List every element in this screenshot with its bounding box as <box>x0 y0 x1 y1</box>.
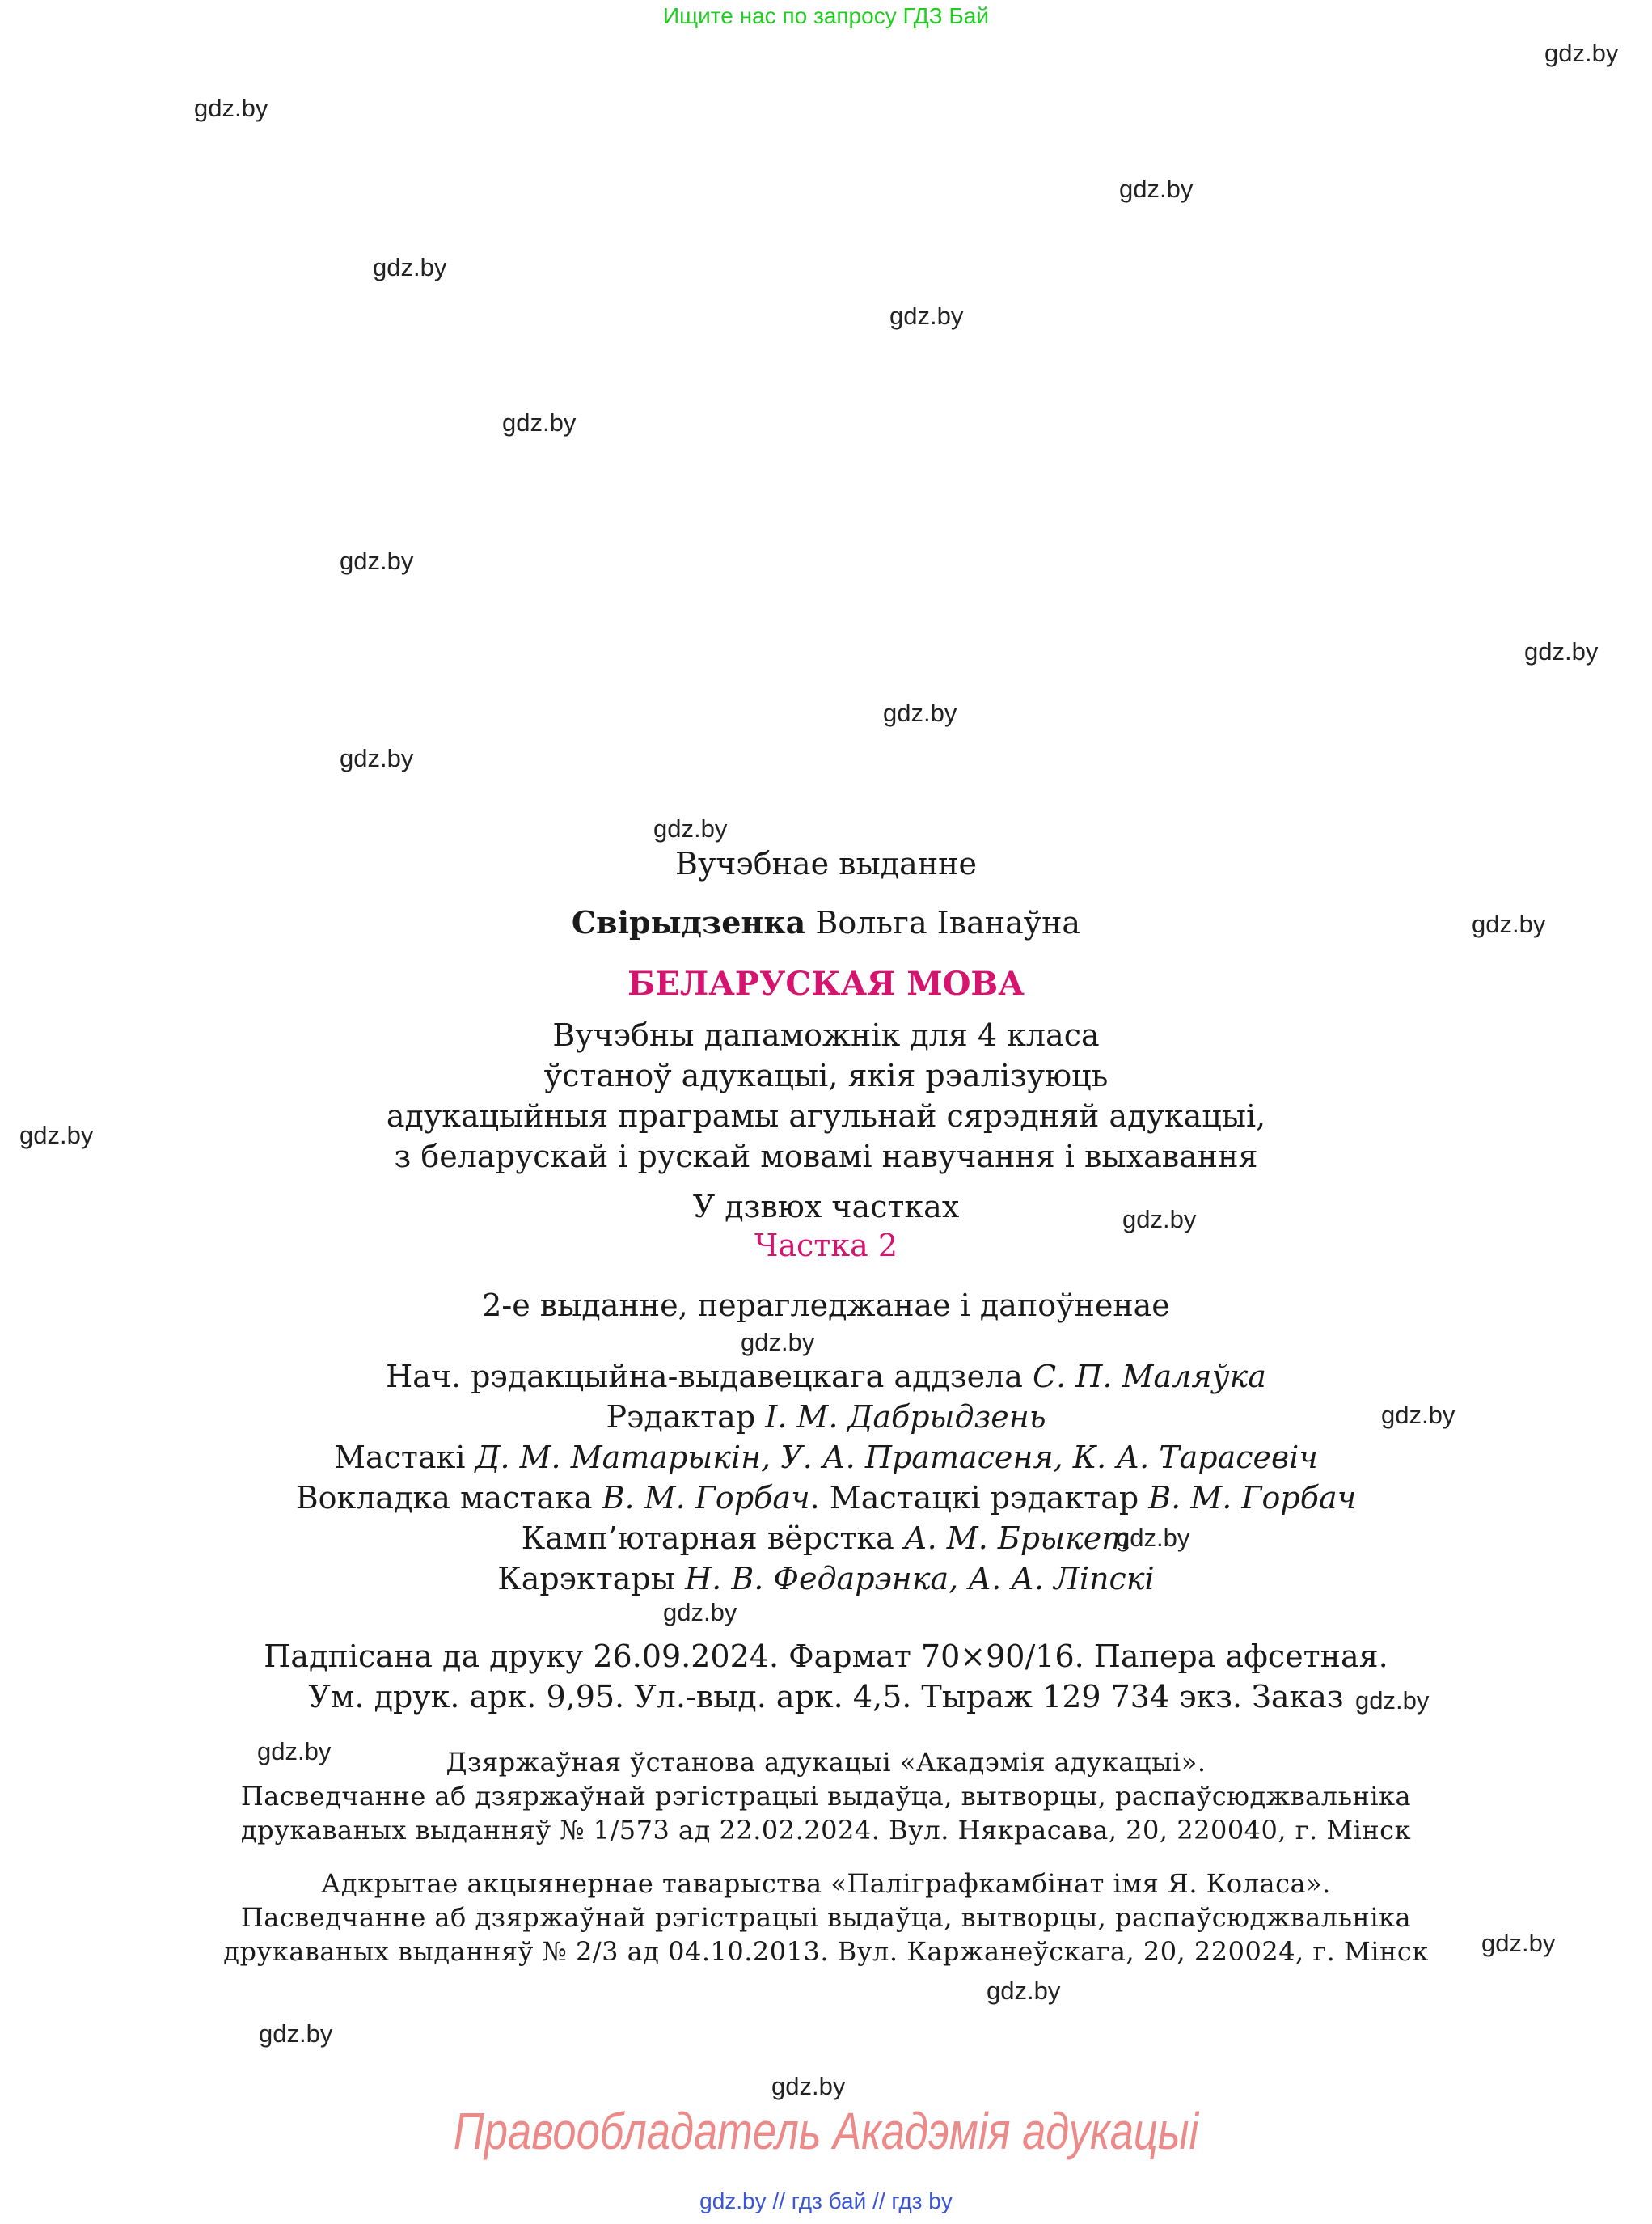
watermark: gdz.by <box>771 2072 846 2100</box>
credit-name: Н. В. Федарэнка, А. А. Ліпскі <box>685 1561 1155 1596</box>
watermark: gdz.by <box>741 1328 815 1356</box>
watermark: gdz.by <box>1544 39 1619 67</box>
print-info-line: Падпісана да друку 26.09.2024. Фармат 70×90/16. Папера афсетная. <box>264 1638 1388 1674</box>
publisher-line: Пасведчанне аб дзяржаўнай рэгістрацыі выдаўца, вытворцы, распаўсюджвальніка <box>240 1781 1412 1812</box>
credit-line <box>0 1561 1652 1596</box>
edition-type: Вучэбнае выданне <box>675 846 977 882</box>
watermark: gdz.by <box>502 408 577 437</box>
watermark: gdz.by <box>1119 175 1194 203</box>
watermark: gdz.by <box>663 1598 737 1626</box>
top-banner: Ищите нас по запросу ГДЗ Бай <box>662 3 990 28</box>
watermark: gdz.by <box>194 94 268 122</box>
subtitle-line: Вучэбны дапаможнік для 4 класа <box>552 1017 1100 1053</box>
watermark: gdz.by <box>19 1121 94 1149</box>
credit-role: Нач. рэдакцыйна-выдавецкага аддзела <box>386 1359 1033 1394</box>
subtitle-line: з беларускай і рускай мовамі навучання і выхавання <box>394 1139 1258 1174</box>
watermark: gdz.by <box>1122 1205 1197 1233</box>
credit-line <box>0 1480 1652 1516</box>
credit-role: Мастакі <box>334 1440 475 1475</box>
watermark: gdz.by <box>1355 1686 1430 1715</box>
watermark: gdz.by <box>340 547 414 575</box>
subtitle-line: адукацыйныя праграмы агульнай сярэдняй адукацыі, <box>386 1098 1266 1134</box>
printer-line: Пасведчанне аб дзяржаўнай рэгістрацыі выдаўца, вытворцы, распаўсюджвальніка <box>240 1902 1412 1933</box>
watermark: gdz.by <box>1481 1929 1556 1957</box>
watermark: gdz.by <box>1524 637 1599 666</box>
footer-links[interactable]: gdz.by // гдз бай // гдз by <box>699 2188 953 2213</box>
printer-line: Адкрытае акцыянернае таварыства «Паліграфкамбінат імя Я. Коласа». <box>321 1868 1331 1899</box>
part-label: Частка 2 <box>754 1228 898 1263</box>
watermark: gdz.by <box>1381 1401 1456 1429</box>
author-line <box>0 904 1652 941</box>
watermark: gdz.by <box>373 253 447 281</box>
credit-name: С. П. Маляўка <box>1033 1359 1266 1394</box>
watermark: gdz.by <box>259 2019 333 2048</box>
book-title: БЕЛАРУСКАЯ МОВА <box>627 965 1025 1003</box>
credit-role: Вокладка мастака <box>295 1480 602 1516</box>
credit-line <box>0 1520 1652 1556</box>
watermark: gdz.by <box>653 814 728 843</box>
publisher-line: друкаваных выданняў № 1/573 ад 22.02.2024. Вул. Някрасава, 20, 220040, г. Мінск <box>240 1815 1412 1846</box>
watermark: gdz.by <box>883 699 957 727</box>
watermark: gdz.by <box>340 744 414 772</box>
credit-name: В. М. Горбач <box>1148 1480 1357 1516</box>
credit-role: Рэдактар <box>606 1399 766 1435</box>
credit-line <box>0 1399 1652 1435</box>
publisher-line: Дзяржаўная ўстанова адукацыі «Акадэмія адукацыі». <box>446 1747 1206 1778</box>
edition-line: 2-е выданне, перагледжанае і дапоўненае <box>482 1287 1170 1323</box>
parts-note: У дзвюх частках <box>692 1189 960 1224</box>
credit-name: Д. М. Матарыкін, У. А. Пратасеня, К. А. Тарасевіч <box>475 1440 1318 1475</box>
credit-role: Карэктары <box>497 1561 686 1596</box>
printer-line: друкаваных выданняў № 2/3 ад 04.10.2013. Вул. Каржанеўскага, 20, 220024, г. Мінск <box>223 1936 1429 1967</box>
credit-line <box>0 1359 1652 1394</box>
watermark: gdz.by <box>257 1737 332 1765</box>
credit-name: А. М. Брыкет <box>903 1520 1131 1556</box>
author-given: Вольга Іванаўна <box>815 905 1081 941</box>
credit-name: В. М. Горбач <box>602 1480 810 1516</box>
watermark: gdz.by <box>889 302 964 330</box>
credit-role: Камп’ютарная вёрстка <box>521 1520 904 1556</box>
watermark: gdz.by <box>987 1977 1061 2005</box>
print-info-line: Ум. друк. арк. 9,95. Ул.-выд. арк. 4,5. Тыраж 129 734 экз. Заказ <box>308 1679 1344 1715</box>
author-surname: Свірыдзенка <box>571 904 806 941</box>
credit-role: . Мастацкі рэдактар <box>809 1480 1149 1516</box>
credit-name: І. М. Дабрыдзень <box>765 1399 1046 1435</box>
subtitle-line: ўстаноў адукацыі, якія рэалізуюць <box>543 1058 1109 1093</box>
credit-line <box>0 1440 1652 1475</box>
watermark: gdz.by <box>1116 1524 1190 1552</box>
rights-holder: Правообладатель Акадэмія адукацыі <box>453 2102 1199 2160</box>
watermark: gdz.by <box>1472 910 1546 938</box>
